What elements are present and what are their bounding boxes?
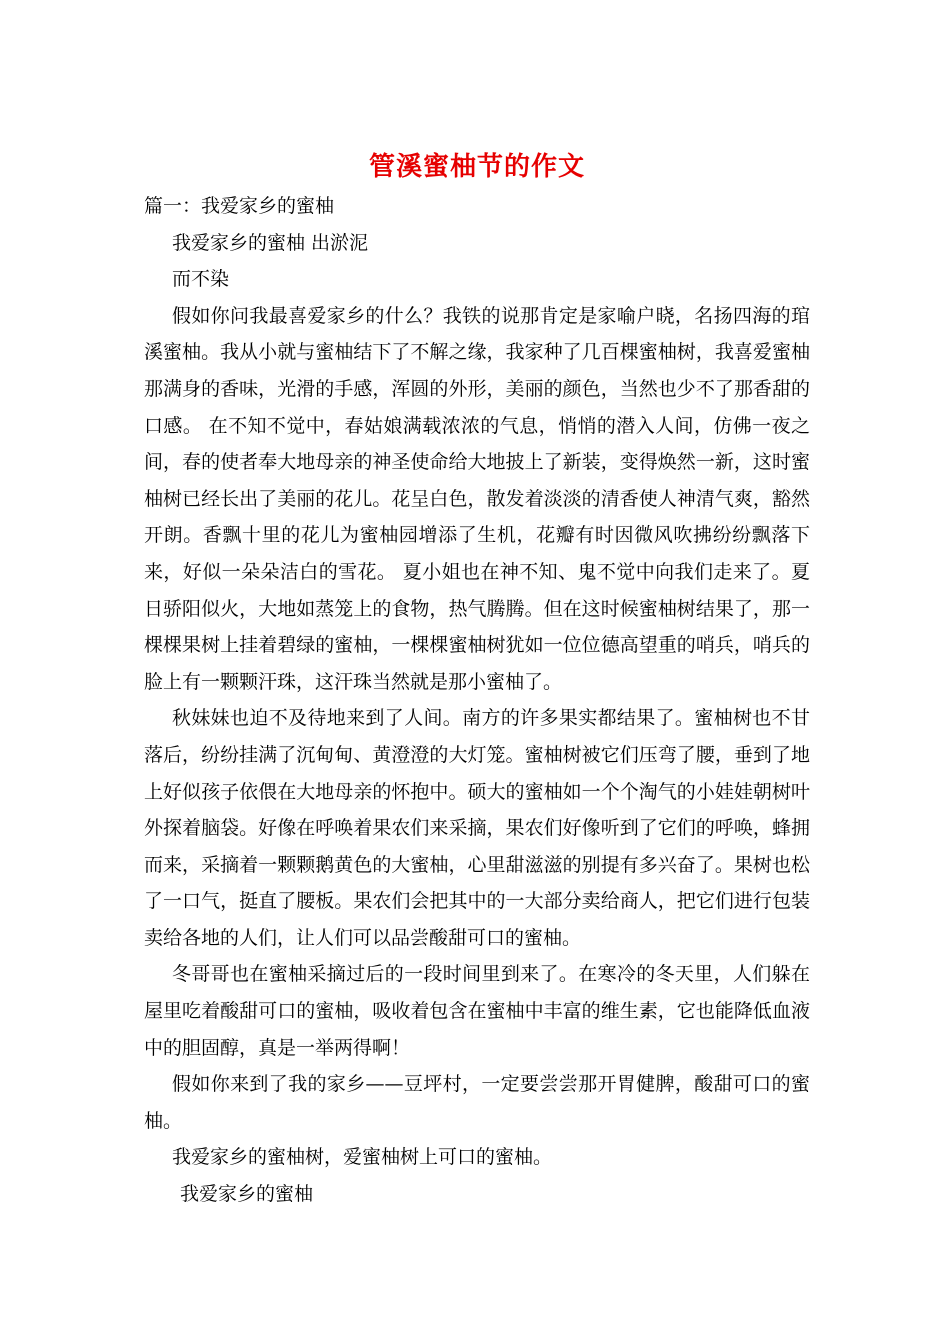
section-heading: 篇一：我爱家乡的蜜柚 [144,195,335,217]
paragraph-spring-summer: 假如你问我最喜爱家乡的什么？我铁的说那肯定是家喻户晓，名扬四海的琯溪蜜柚。我从小就与蜜柚结下了不解之缘，我家种了几百棵蜜柚树，我喜爱蜜柚那满身的香味，光滑的手感，浑圆的外形，美丽的颜色，当然也少不了那香甜的口感。 在不知不觉中，春姑娘满载浓浓的气息，悄悄的潜入人间，仿佛一夜之间，春的使者奉大地母亲的神圣使命给大地披上了新装，变得焕然一新，这时蜜柚树已经长出了美丽的花儿。花呈白色，散发着淡淡的清香使人神清气爽，豁然开朗。香飘十里的花儿为蜜柚园增添了生机，花瓣有时因微风吹拂纷纷飘落下来，好似一朵朵洁白的雪花。 夏小姐也在神不知、鬼不觉中向我们走来了。夏日骄阳似火，大地如蒸笼上的食物，热气腾腾。但在这时候蜜柚树结果了，那一棵棵果树上挂着碧绿的蜜柚，一棵棵蜜柚树犹如一位位德高望重的哨兵，哨兵的脸上有一颗颗汗珠，这汗珠当然就是那小蜜柚了。 [144,304,810,693]
paragraph-winter: 冬哥哥也在蜜柚采摘过后的一段时间里到来了。在寒冷的冬天里，人们躲在屋里吃着酸甜可口的蜜柚，吸收着包含在蜜柚中丰富的维生素，它也能降低血液中的胆固醇，真是一举两得啊！ [144,963,810,1059]
document-page [144,150,810,1213]
paragraph-conclusion: 我爱家乡的蜜柚树，爱蜜柚树上可口的蜜柚。 [172,1146,553,1169]
closing-title: 我爱家乡的蜜柚 [180,1183,314,1206]
paragraph-autumn: 秋妹妹也迫不及待地来到了人间。南方的许多果实都结果了。蜜柚树也不甘落后，纷纷挂满了沉甸甸、黄澄澄的大灯笼。蜜柚树被它们压弯了腰，垂到了地上好似孩子依偎在大地母亲的怀抱中。硕大的蜜柚如一个个淘气的小娃娃朝树叶外探着脑袋。好像在呼唤着果农们来采摘，果农们好像听到了它们的呼唤，蜂拥而来，采摘着一颗颗鹅黄色的大蜜柚，心里甜滋滋的别提有多兴奋了。果树也松了一口气，挺直了腰板。果农们会把其中的一大部分卖给商人，把它们进行包装卖给各地的人们，让人们可以品尝酸甜可口的蜜柚。 [144,707,810,949]
subheading-line-2: 而不染 [172,268,230,291]
paragraph-invitation: 假如你来到了我的家乡——豆坪村，一定要尝尝那开胃健脾，酸甜可口的蜜柚。 [144,1073,810,1132]
document-title: 管溪蜜柚节的作文 [368,152,585,182]
subheading-line-1: 我爱家乡的蜜柚 出淤泥 [172,231,369,254]
